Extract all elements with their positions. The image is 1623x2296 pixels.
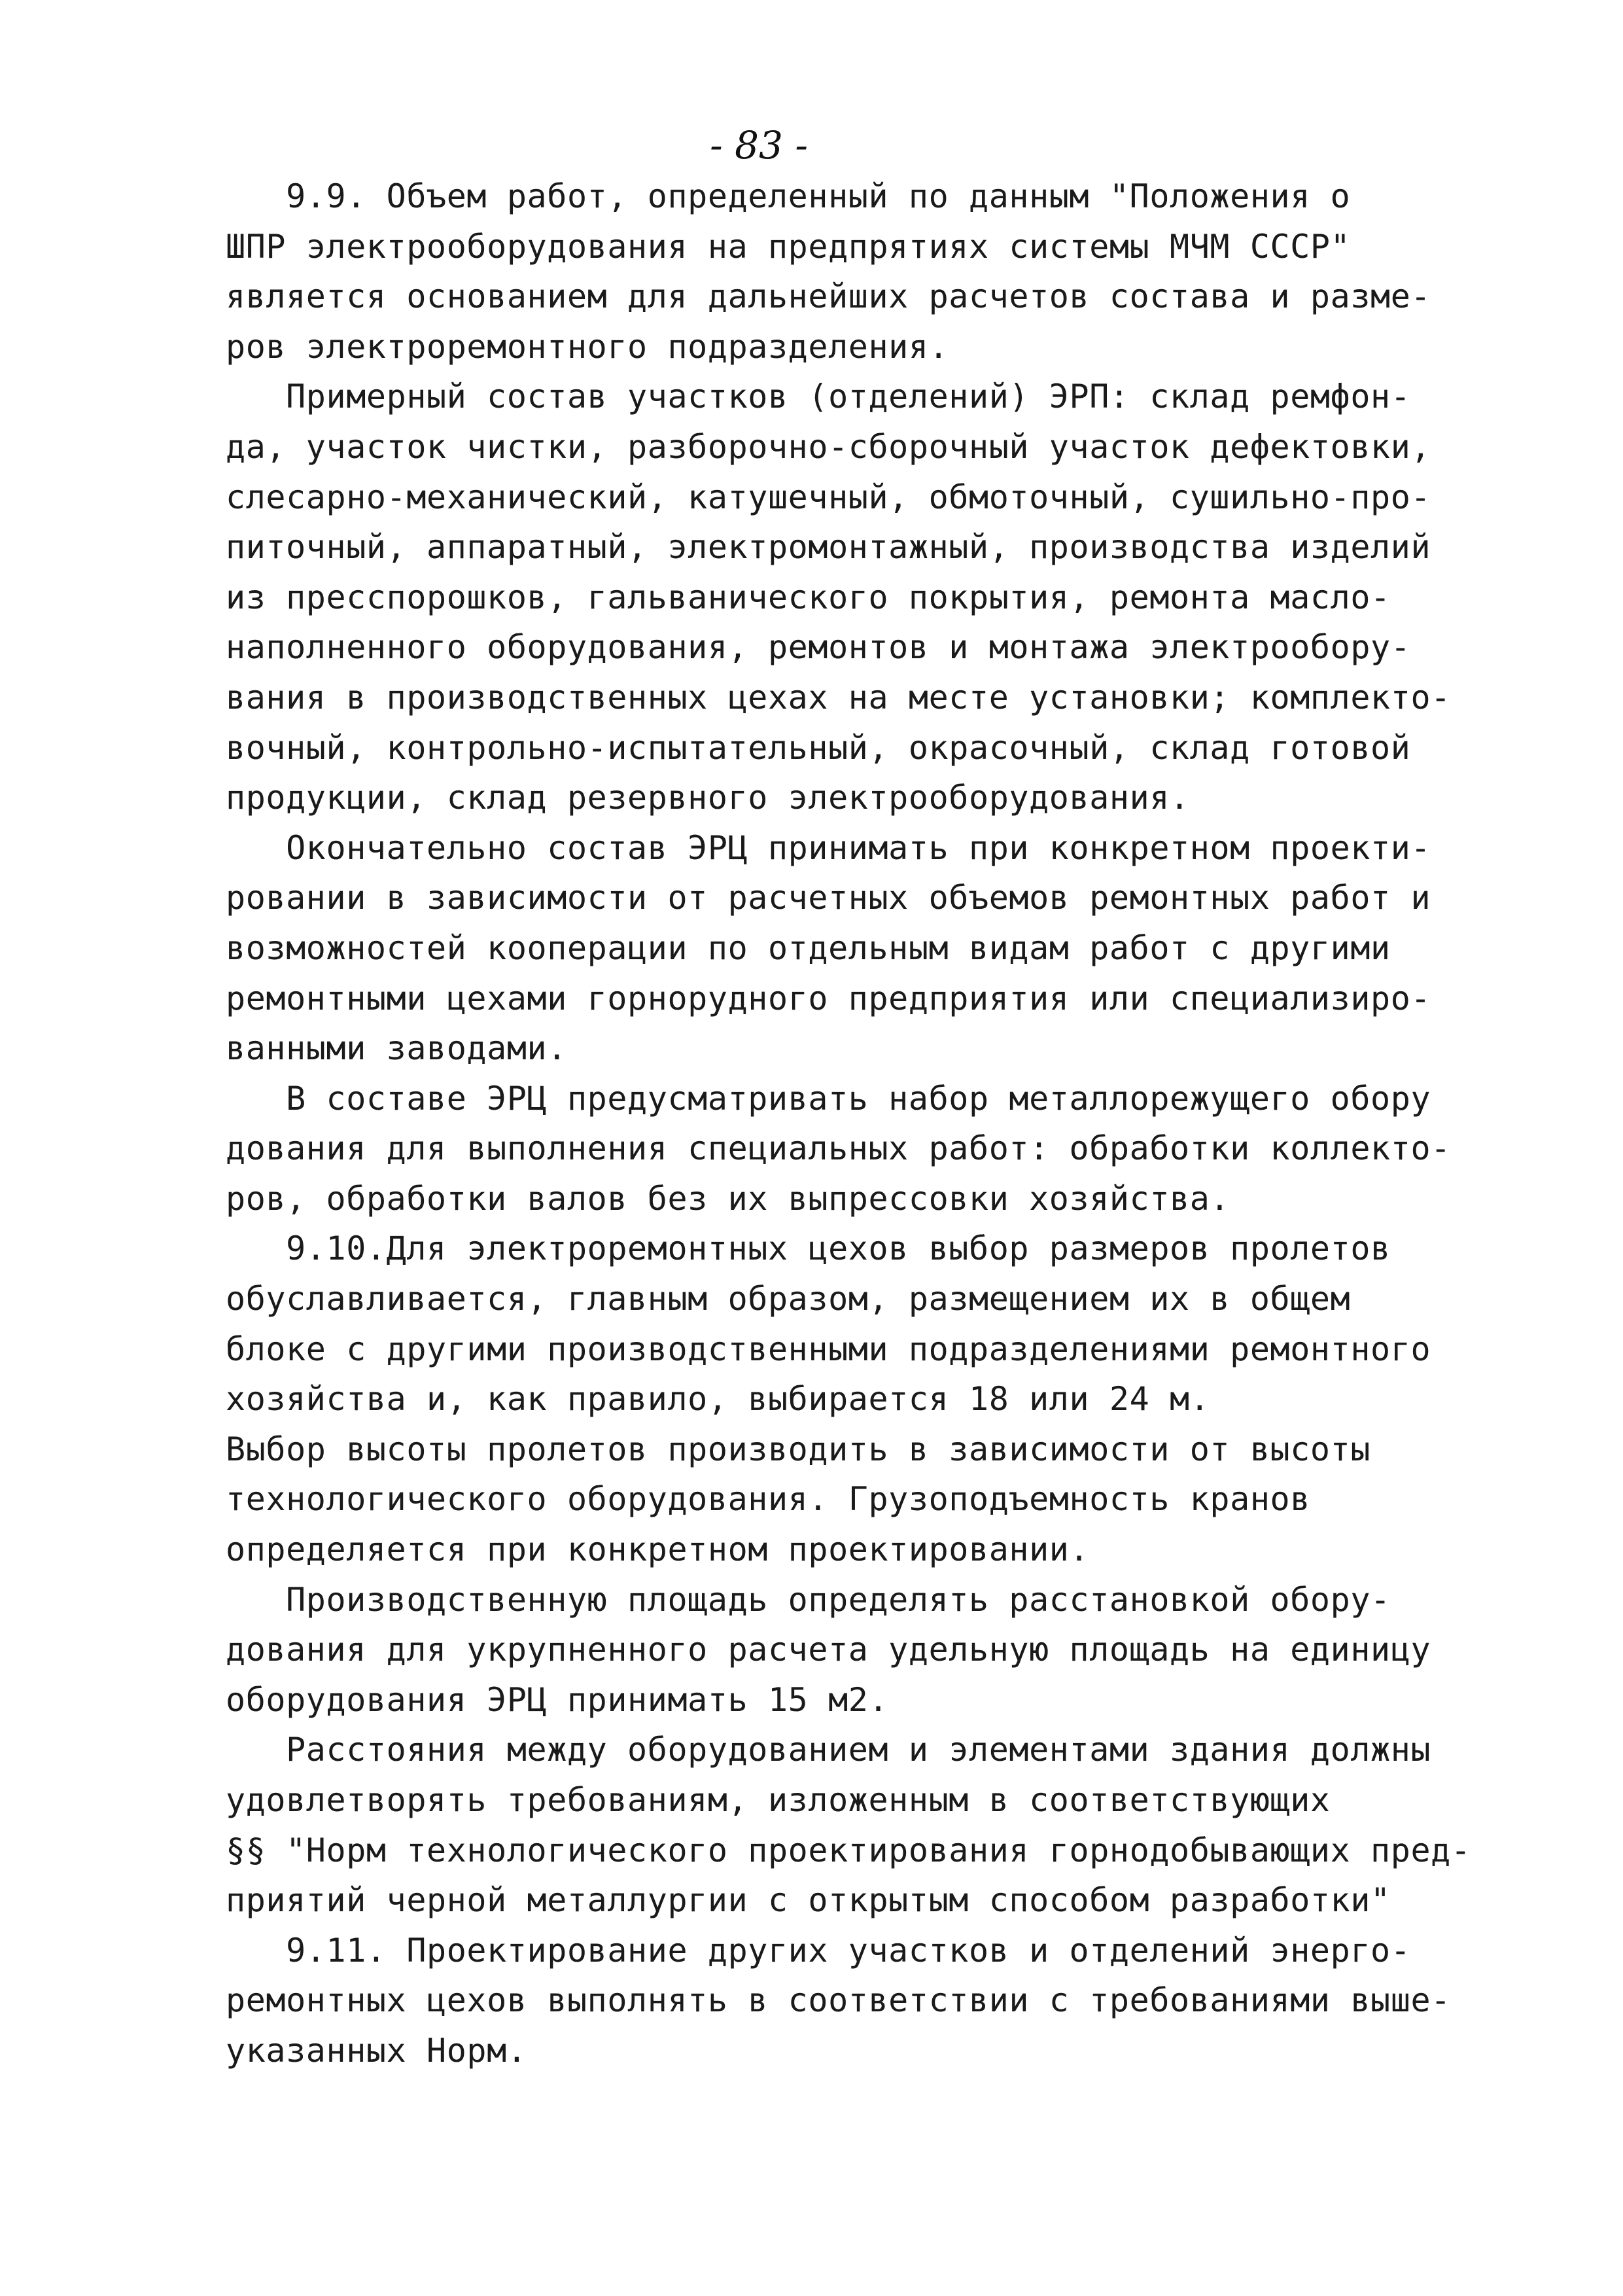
text-line: да, участок чистки, разборочно-сборочный участок дефектовки, xyxy=(226,427,1431,466)
page-number: - 83 - xyxy=(710,123,808,168)
text-line: ровании в зависимости от расчетных объемов ремонтных работ и xyxy=(226,879,1431,917)
text-line: Расстояния между оборудованием и элементами здания должны xyxy=(226,1731,1431,1769)
text-line: хозяйства и, как правило, выбирается 18 или 24 м. xyxy=(226,1380,1210,1419)
text-line: удовлетворять требованиям, изложенным в соответствующих xyxy=(226,1781,1331,1819)
text-line: 9.10.Для электроремонтных цехов выбор размеров пролетов xyxy=(226,1229,1391,1268)
text-line: Выбор высоты пролетов производить в зависимости от высоты xyxy=(226,1430,1371,1468)
text-line: ремонтными цехами горнорудного предприятия или специализиро- xyxy=(226,979,1431,1017)
text-line: определяется при конкретном проектировании. xyxy=(226,1530,1090,1569)
text-line: ремонтных цехов выполнять в соответствии с требованиями выше- xyxy=(226,1981,1451,2020)
text-line: вочный, контрольно-испытательный, окрасочный, склад готовой xyxy=(226,728,1411,767)
text-line: блоке с другими производственными подразделениями ремонтного xyxy=(226,1330,1431,1368)
text-line: является основанием для дальнейших расчетов состава и разме- xyxy=(226,277,1431,316)
text-line: Производственную площадь определять расстановкой обору- xyxy=(226,1580,1391,1619)
text-line: наполненного оборудования, ремонтов и монтажа электрообору- xyxy=(226,628,1411,667)
text-line: возможностей кооперации по отдельным видам работ с другими xyxy=(226,928,1391,967)
text-line: 9.9. Объем работ, определенный по данным "Положения о xyxy=(226,177,1351,215)
text-line: из пресспорошков, гальванического покрытия, ремонта масло- xyxy=(226,578,1391,616)
text-line: питочный, аппаратный, электромонтажный, производства изделий xyxy=(226,528,1431,567)
text-line: обуславливается, главным образом, размещением их в общем xyxy=(226,1280,1351,1318)
document-body xyxy=(226,171,1560,2076)
text-line: В составе ЭРЦ предусматривать набор металлорежущего обору xyxy=(226,1079,1431,1118)
text-line: ШПР электрооборудования на предпрятиях системы МЧМ СССР" xyxy=(226,227,1351,266)
text-line: приятий черной металлургии с открытым способом разработки" xyxy=(226,1881,1391,1920)
text-line: §§ "Норм технологического проектирования горнодобывающих пред- xyxy=(226,1831,1471,1869)
text-line: указанных Норм. xyxy=(226,2031,527,2070)
text-line: 9.11. Проектирование других участков и отделений энерго- xyxy=(226,1931,1411,1969)
text-line: ванными заводами. xyxy=(226,1029,567,1068)
text-line: вания в производственных цехах на месте установки; комплекто- xyxy=(226,678,1451,716)
text-line: слесарно-механический, катушечный, обмоточный, сушильно-про- xyxy=(226,478,1431,516)
text-line: ров электроремонтного подразделения. xyxy=(226,327,949,366)
text-line: Окончательно состав ЭРЦ принимать при конкретном проекти- xyxy=(226,828,1431,867)
text-line: продукции, склад резервного электрооборудования. xyxy=(226,779,1190,817)
text-line: дования для выполнения специальных работ: обработки коллекто- xyxy=(226,1129,1451,1168)
text-line: Примерный состав участков (отделений) ЭРП: склад ремфон- xyxy=(226,378,1411,416)
text-line: оборудования ЭРЦ принимать 15 м2. xyxy=(226,1680,889,1719)
text-line: технологического оборудования. Грузоподъемность кранов xyxy=(226,1480,1310,1519)
text-line: ров, обработки валов без их выпрессовки хозяйства. xyxy=(226,1179,1230,1218)
text-line: дования для укрупненного расчета удельную площадь на единицу xyxy=(226,1631,1431,1669)
